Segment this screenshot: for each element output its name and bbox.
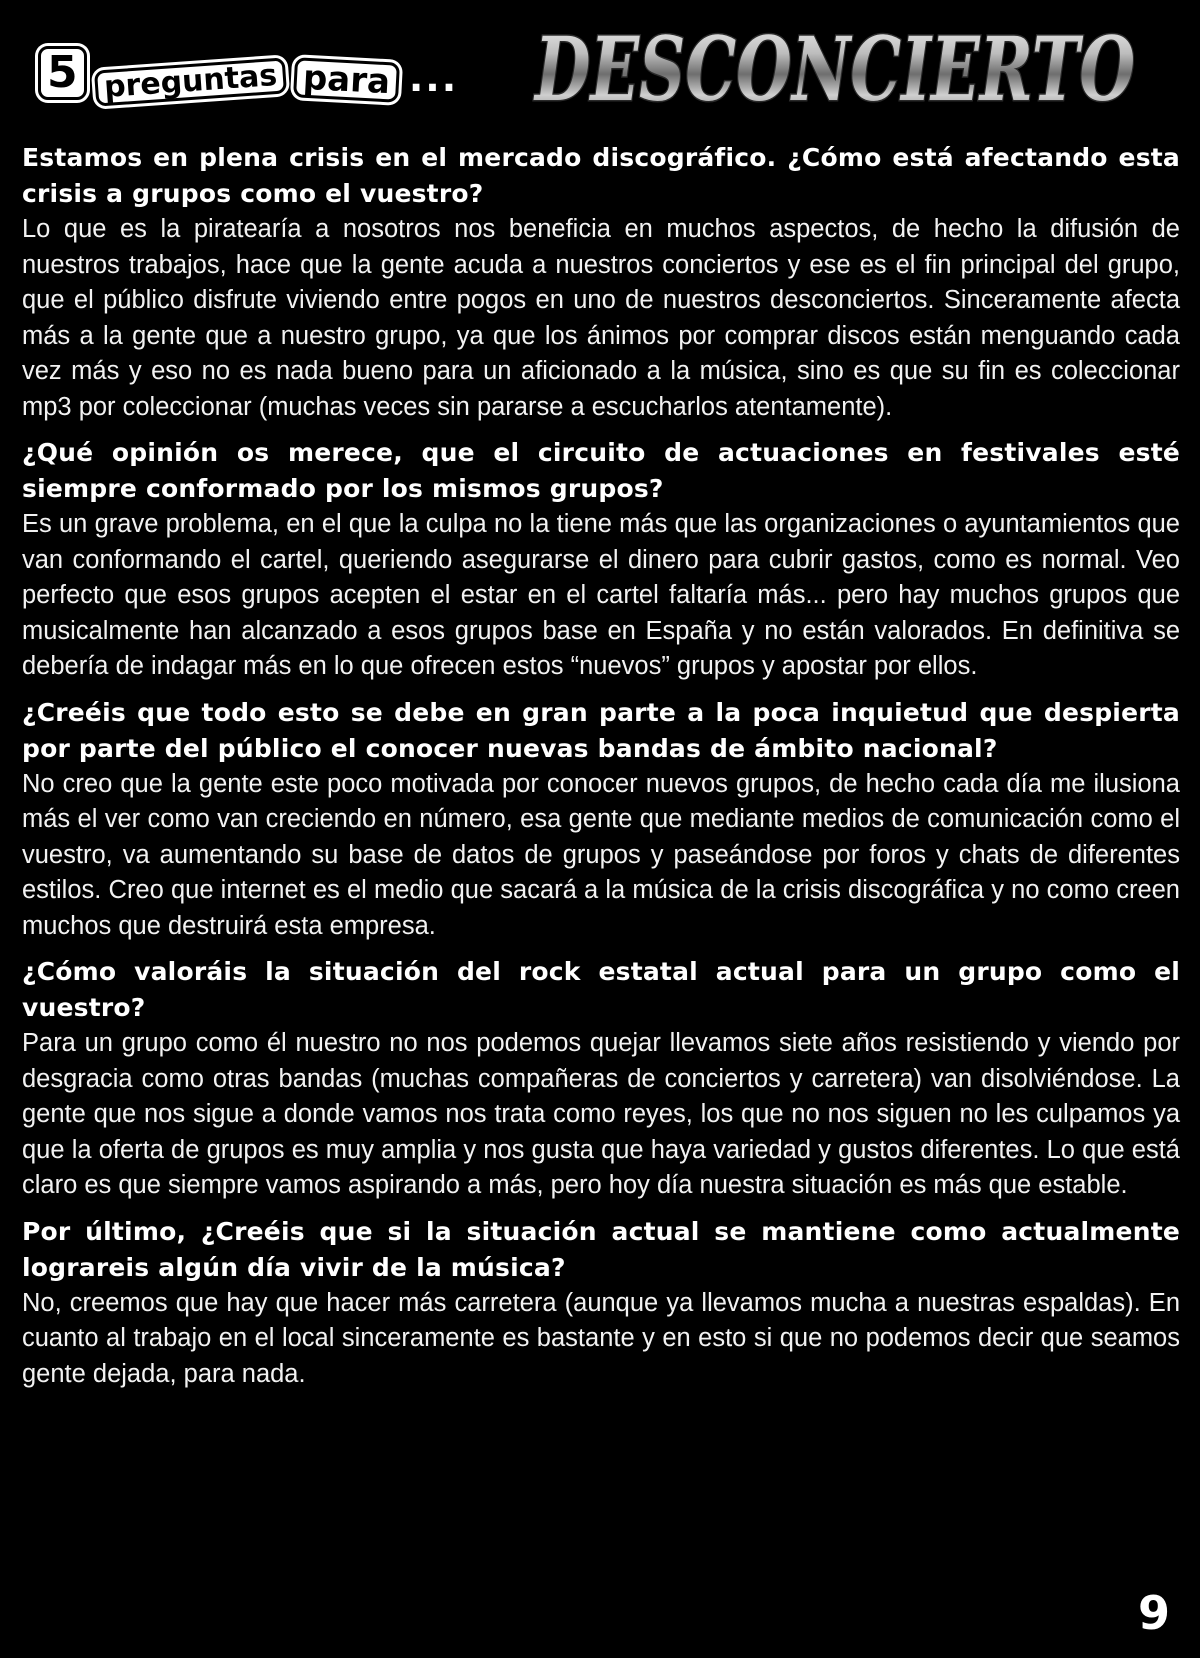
qa-block <box>22 140 1180 425</box>
section-kicker <box>38 46 459 106</box>
qa-block <box>22 1214 1180 1393</box>
page-header <box>0 0 1200 140</box>
question-text: ¿Cómo valoráis la situación del rock estatal actual para un grupo como el vuestro? <box>22 957 1180 1022</box>
band-logo-text: DESCONCIERTO <box>532 17 1135 121</box>
question-text: Por último, ¿Creéis que si la situación actual se mantiene como actualmente lograreis algún día vivir de la música? <box>22 1216 1180 1282</box>
answer-text: No creo que la gente este poco motivada por conocer nuevos grupos, de hecho cada día me ilusiona más el ver como van creciendo en número, esa gente que mediante medios de comunicación como el vuestro, va aumentando su base de datos de grupos y paseándose por foros y chats de diferentes estilos. Creo que internet es el medio que sacará a la música de la crisis discográfica y no como creen muchos que destruirá esta empresa. <box>22 769 1180 940</box>
qa-block <box>22 435 1180 685</box>
kicker-ellipsis: ... <box>408 56 459 100</box>
kicker-word-preguntas: preguntas <box>94 57 287 106</box>
question-text: ¿Creéis que todo esto se debe en gran parte a la poca inquietud que despierta por parte del público el conocer nuevas bandas de ámbito nacional? <box>22 697 1180 763</box>
band-logo <box>520 6 1150 134</box>
kicker-number: 5 <box>38 46 87 100</box>
page-number: 9 <box>1137 1586 1170 1640</box>
question-text: ¿Qué opinión os merece, que el circuito de actuaciones en festivales esté siempre conformado por los mismos grupos? <box>22 438 1180 503</box>
qa-block <box>22 954 1180 1204</box>
answer-text: Lo que es la piratearía a nosotros nos beneficia en muchos aspectos, de hecho la difusión de nuestros trabajos, hace que la gente acuda a nuestros conciertos y ese es el fin principal del grupo, que el público disfrute viviendo entre pogos en uno de nuestros desconciertos. Sinceramente afecta más a la gente que a nuestro grupo, ya que los ánimos por comprar discos están menguando cada vez más y eso no es nada bueno para un aficionado a la música, sino es que su fin es coleccionar mp3 por coleccionar (muchas veces sin pararse a escucharlos atentamente). <box>22 215 1180 421</box>
qa-block <box>22 695 1180 945</box>
answer-text: No, creemos que hay que hacer más carretera (aunque ya llevamos mucha a nuestras espaldas). En cuanto al trabajo en el local sinceramente es bastante y en esto si que no podemos decir que seamos gente dejada, para nada. <box>22 1288 1180 1388</box>
answer-text: Para un grupo como él nuestro no nos podemos quejar llevamos siete años resistiendo y viendo por desgracia como otras bandas (muchas compañeras de conciertos y carretera) van disolviéndose. La gente que nos sigue a donde vamos nos trata como reyes, los que no nos siguen no les culpamos ya que la oferta de grupos es muy amplia y nos gusta que haya variedad y gustos diferentes. Lo que está claro es que siempre vamos aspirando a más, pero hoy día nuestra situación es más que estable. <box>22 1029 1180 1199</box>
kicker-word-para: para <box>293 57 400 102</box>
interview-body <box>22 140 1180 1402</box>
question-text: Estamos en plena crisis en el mercado discográfico. ¿Cómo está afectando esta crisis a grupos como el vuestro? <box>22 143 1180 208</box>
answer-text: Es un grave problema, en el que la culpa no la tiene más que las organizaciones o ayuntamientos que van conformando el cartel, queriendo asegurarse el dinero para cubrir gastos, como es normal. Veo perfecto que esos grupos acepten el estar en el cartel faltaría más... pero hay muchos grupos que musicalmente han alcanzado a esos grupos base en España y no están valorados. En definitiva se debería de indagar más en lo que ofrecen estos “nuevos” grupos y apostar por ellos. <box>22 510 1180 680</box>
